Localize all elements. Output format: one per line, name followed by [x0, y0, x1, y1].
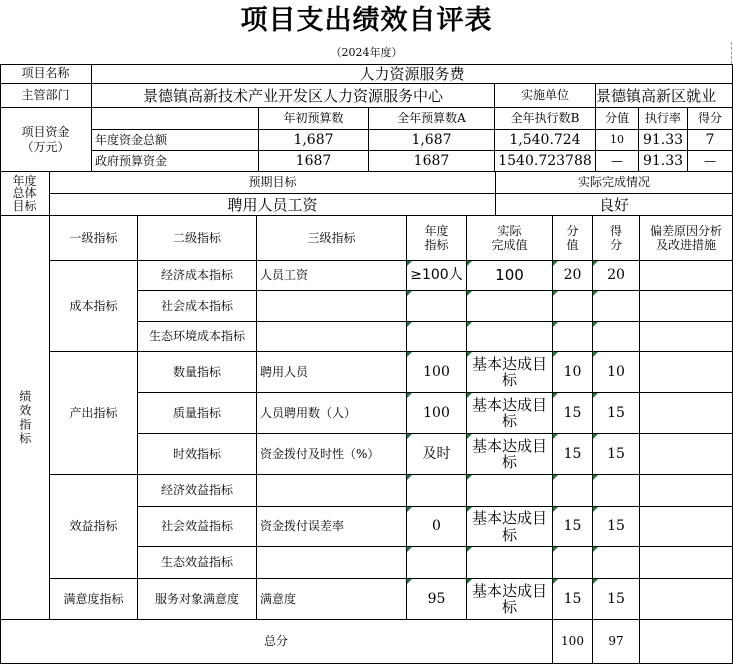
indicator-deviation-3[interactable] — [640, 322, 733, 352]
actual-result-value[interactable]: 良好 — [496, 194, 733, 216]
indicator-level2-7: 经济效益指标 — [138, 475, 257, 507]
header-deviation: 偏差原因分析 及改进措施 — [640, 216, 733, 261]
indicator-target-5[interactable]: 100 — [407, 393, 467, 434]
indicator-actual-value-2[interactable] — [467, 291, 553, 322]
funds-row-gov-rate[interactable]: 91.33 — [639, 151, 688, 172]
indicator-got-3[interactable] — [593, 322, 640, 352]
indicator-got-1[interactable]: 20 — [593, 261, 640, 291]
indicator-deviation-8[interactable] — [640, 507, 733, 547]
indicator-got-9[interactable] — [593, 547, 640, 579]
indicator-got-7[interactable] — [593, 475, 640, 507]
indicator-level2-1: 经济成本指标 — [138, 261, 257, 291]
funds-header-score: 分值 — [596, 108, 639, 130]
dept-label: 主管部门 — [0, 84, 92, 108]
funds-header-blank — [92, 108, 259, 130]
indicator-got-8[interactable]: 15 — [593, 507, 640, 547]
funds-label: 项目资金 （万元） — [0, 108, 92, 172]
level1-output: 产出指标 — [50, 352, 138, 475]
indicator-actual-value-5[interactable]: 基本达成目标 — [467, 393, 553, 434]
indicator-score-6[interactable]: 15 — [553, 434, 593, 475]
indicator-got-6[interactable]: 15 — [593, 434, 640, 475]
funds-row-total-score[interactable]: 10 — [596, 130, 639, 151]
indicator-actual-value-6[interactable]: 基本达成目标 — [467, 434, 553, 475]
report-year: （2024年度） — [330, 46, 403, 59]
indicator-level3-10[interactable]: 满意度 — [257, 579, 407, 620]
indicator-target-7[interactable] — [407, 475, 467, 507]
funds-row-total-budget[interactable]: 1,687 — [369, 130, 495, 151]
indicator-score-8[interactable]: 15 — [553, 507, 593, 547]
funds-row-total-exec[interactable]: 1,540.724 — [495, 130, 596, 151]
indicator-actual-value-10[interactable]: 基本达成目标 — [467, 579, 553, 620]
indicator-level2-5: 质量指标 — [138, 393, 257, 434]
funds-header-rate: 执行率 — [639, 108, 688, 130]
funds-row-total-rate[interactable]: 91.33 — [639, 130, 688, 151]
funds-row-total-got[interactable]: 7 — [688, 130, 733, 151]
dept-value[interactable]: 景德镇高新技术产业开发区人力资源服务中心 — [92, 84, 495, 108]
performance-indicators-label: 绩效指标 — [0, 216, 50, 620]
indicator-level3-6[interactable]: 资金拨付及时性（%） — [257, 434, 407, 475]
indicator-level3-3[interactable] — [257, 322, 407, 352]
impl-unit-label: 实施单位 — [495, 84, 596, 108]
total-label: 总分 — [0, 620, 553, 664]
indicator-level3-5[interactable]: 人员聘用数（人） — [257, 393, 407, 434]
indicator-target-3[interactable] — [407, 322, 467, 352]
indicator-score-7[interactable] — [553, 475, 593, 507]
level1-cost: 成本指标 — [50, 261, 138, 352]
indicator-target-9[interactable] — [407, 547, 467, 579]
indicator-level2-10: 服务对象满意度 — [138, 579, 257, 620]
project-name-label: 项目名称 — [0, 64, 92, 84]
total-got[interactable]: 97 — [593, 620, 640, 664]
indicator-level3-9[interactable] — [257, 547, 407, 579]
expected-goal-value[interactable]: 聘用人员工资 — [50, 194, 496, 216]
impl-unit-value[interactable]: 景德镇高新区就业 — [596, 84, 733, 108]
expected-goal-header: 预期目标 — [50, 172, 496, 194]
indicator-actual-value-3[interactable] — [467, 322, 553, 352]
header-actual-value: 实际 完成值 — [467, 216, 553, 261]
indicator-target-1[interactable]: ≥100人 — [407, 261, 467, 291]
indicator-score-4[interactable]: 10 — [553, 352, 593, 393]
funds-row-total-initial[interactable]: 1,687 — [259, 130, 369, 151]
actual-result-header: 实际完成情况 — [496, 172, 733, 194]
indicator-score-9[interactable] — [553, 547, 593, 579]
indicator-actual-value-4[interactable]: 基本达成目标 — [467, 352, 553, 393]
indicator-score-5[interactable]: 15 — [553, 393, 593, 434]
funds-row-gov-budget[interactable]: 1687 — [369, 151, 495, 172]
total-remark[interactable] — [640, 620, 733, 664]
indicator-deviation-2[interactable] — [640, 291, 733, 322]
indicator-score-10[interactable]: 15 — [553, 579, 593, 620]
funds-header-initial: 年初预算数 — [259, 108, 369, 130]
indicator-level3-8[interactable]: 资金拨付误差率 — [257, 507, 407, 547]
funds-row-gov-exec[interactable]: 1540.723788 — [495, 151, 596, 172]
indicator-target-2[interactable] — [407, 291, 467, 322]
indicator-level2-4: 数量指标 — [138, 352, 257, 393]
indicator-target-6[interactable]: 及时 — [407, 434, 467, 475]
indicator-deviation-1[interactable] — [640, 261, 733, 291]
indicator-target-8[interactable]: 0 — [407, 507, 467, 547]
header-level2: 二级指标 — [138, 216, 257, 261]
level1-satisfaction: 满意度指标 — [50, 579, 138, 620]
indicator-actual-value-7[interactable] — [467, 475, 553, 507]
level1-benefit: 效益指标 — [50, 475, 138, 579]
header-level3: 三级指标 — [257, 216, 407, 261]
funds-row-gov-score[interactable]: — — [596, 151, 639, 172]
funds-row-gov-initial[interactable]: 1687 — [259, 151, 369, 172]
indicator-actual-value-9[interactable] — [467, 547, 553, 579]
indicator-deviation-10[interactable] — [640, 579, 733, 620]
indicator-level2-2: 社会成本指标 — [138, 291, 257, 322]
indicator-level2-6: 时效指标 — [138, 434, 257, 475]
indicator-actual-value-8[interactable]: 基本达成目标 — [467, 507, 553, 547]
indicator-score-2[interactable] — [553, 291, 593, 322]
indicator-got-10[interactable]: 15 — [593, 579, 640, 620]
header-annual-target: 年度 指标 — [407, 216, 467, 261]
page-edge-marker — [731, 42, 732, 64]
page-title: 项目支出绩效自评表 — [240, 5, 493, 36]
indicator-level3-1[interactable]: 人员工资 — [257, 261, 407, 291]
indicator-level2-8: 社会效益指标 — [138, 507, 257, 547]
indicator-level3-2[interactable] — [257, 291, 407, 322]
header-level1: 一级指标 — [50, 216, 138, 261]
header-got: 得 分 — [593, 216, 640, 261]
indicator-level2-3: 生态环境成本指标 — [138, 322, 257, 352]
indicator-actual-value-1[interactable]: 100 — [467, 261, 553, 291]
indicator-deviation-6[interactable] — [640, 434, 733, 475]
indicator-got-4[interactable]: 10 — [593, 352, 640, 393]
indicator-level3-7[interactable] — [257, 475, 407, 507]
project-name-value[interactable]: 人力资源服务费 — [92, 64, 733, 84]
indicator-deviation-4[interactable] — [640, 352, 733, 393]
indicator-score-3[interactable] — [553, 322, 593, 352]
funds-row-gov-name: 政府预算资金 — [92, 151, 259, 172]
funds-header-exec-b: 全年执行数B — [495, 108, 596, 130]
header-score: 分 值 — [553, 216, 593, 261]
funds-header-got: 得分 — [688, 108, 733, 130]
indicator-score-1[interactable]: 20 — [553, 261, 593, 291]
indicator-deviation-5[interactable] — [640, 393, 733, 434]
indicator-deviation-9[interactable] — [640, 547, 733, 579]
indicator-target-4[interactable]: 100 — [407, 352, 467, 393]
funds-row-total-name: 年度资金总额 — [92, 130, 259, 151]
total-score[interactable]: 100 — [553, 620, 593, 664]
indicator-got-2[interactable] — [593, 291, 640, 322]
annual-goal-label: 年度 总体 目标 — [0, 172, 50, 216]
funds-header-budget-a: 全年预算数A — [369, 108, 495, 130]
funds-row-gov-got[interactable]: — — [688, 151, 733, 172]
indicator-target-10[interactable]: 95 — [407, 579, 467, 620]
indicator-got-5[interactable]: 15 — [593, 393, 640, 434]
indicator-level2-9: 生态效益指标 — [138, 547, 257, 579]
indicator-deviation-7[interactable] — [640, 475, 733, 507]
indicator-level3-4[interactable]: 聘用人员 — [257, 352, 407, 393]
